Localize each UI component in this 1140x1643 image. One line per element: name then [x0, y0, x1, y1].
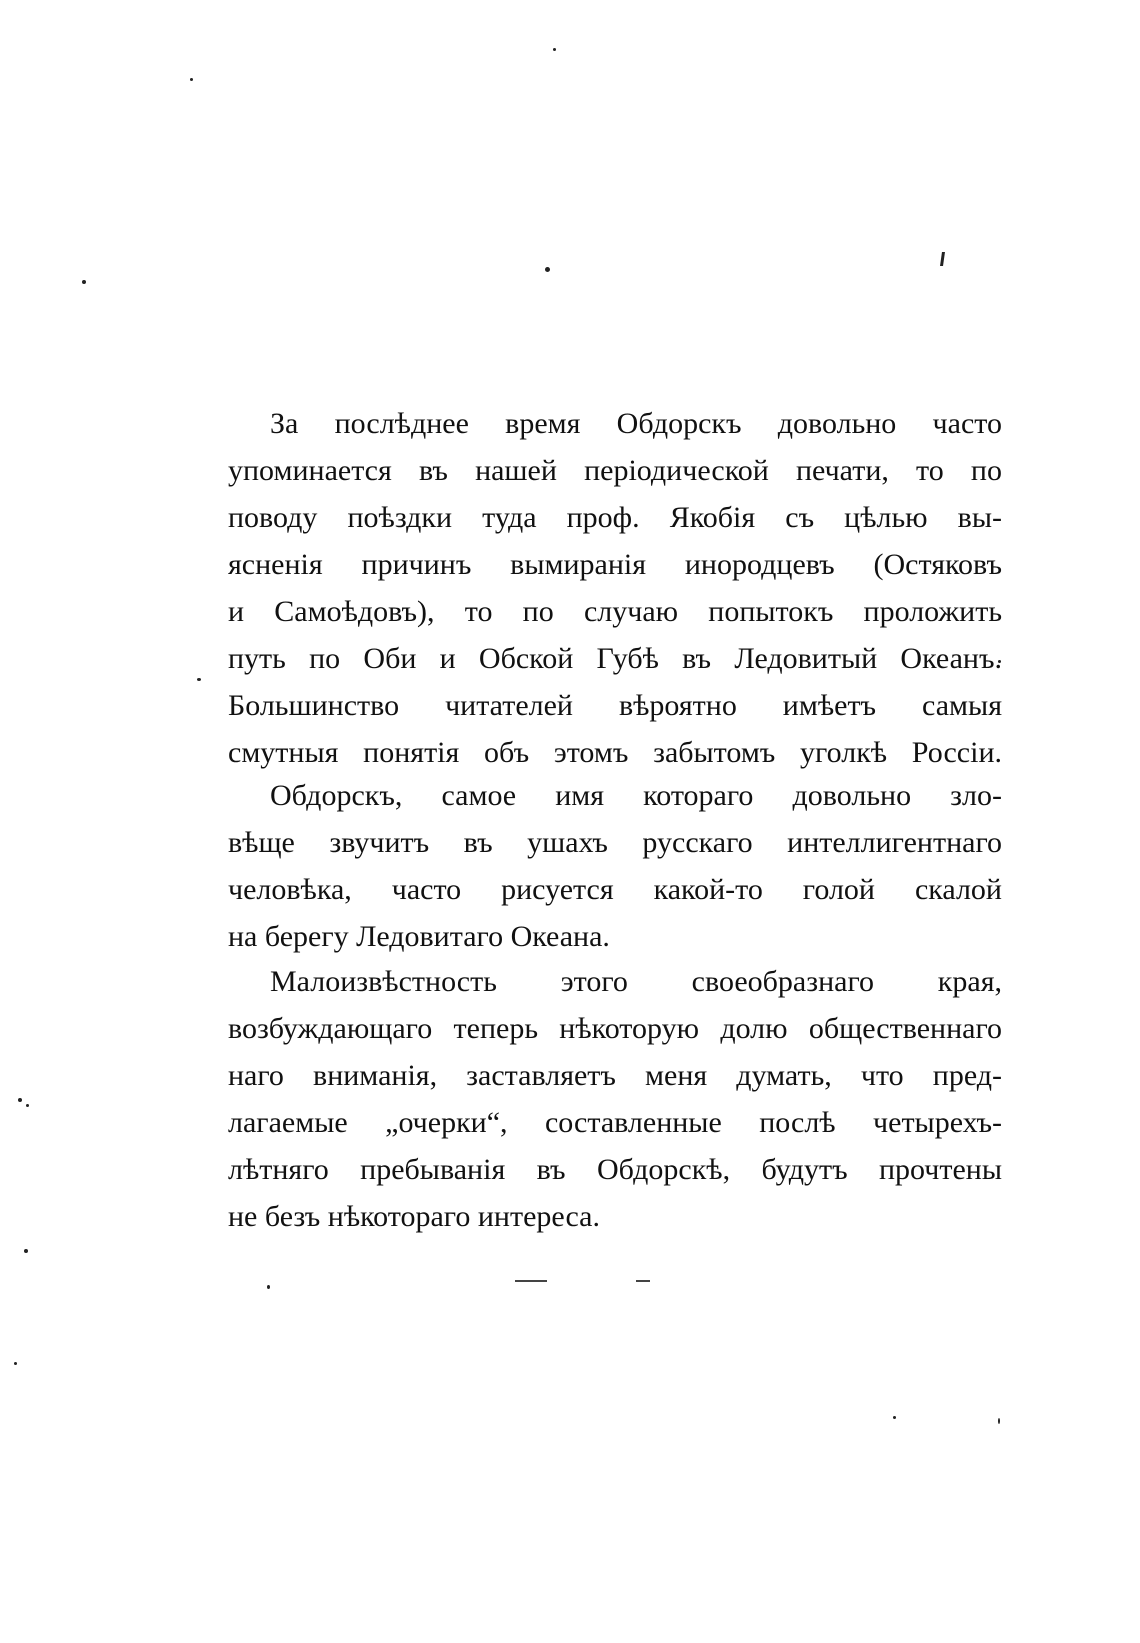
- text-line: лѣтняго пребыванія въ Обдорскѣ, будутъ прочтены: [228, 1153, 1002, 1186]
- scan-mark: [940, 252, 945, 266]
- scan-speck: [26, 1104, 29, 1107]
- scan-speck: [893, 1416, 896, 1419]
- scan-speck: [197, 678, 201, 681]
- scan-speck: [553, 48, 556, 51]
- scan-speck: [998, 1418, 1000, 1424]
- scan-speck: [18, 1098, 22, 1102]
- text-line: наго вниманія, заставляетъ меня думать, что пред-: [228, 1059, 1002, 1092]
- text-line: Малоизвѣстность этого своеобразнаго края,: [270, 965, 1002, 998]
- end-rule: [636, 1280, 650, 1282]
- text-line: на берегу Ледовитаго Океана.: [228, 920, 610, 953]
- text-line: Обдорскъ, самое имя котораго довольно зло-: [270, 779, 1002, 812]
- paragraph-3: [228, 958, 1002, 1240]
- text-line: возбуждающаго теперь нѣкоторую долю общественнаго: [228, 1012, 1002, 1045]
- text-line: смутныя понятія объ этомъ забытомъ уголкѣ Россіи.: [228, 736, 1002, 769]
- scan-speck: [545, 267, 550, 272]
- text-line: поводу поѣздки туда проф. Якобія съ цѣлью вы-: [228, 501, 1002, 534]
- text-line: путь по Оби и Обской Губѣ въ Ледовитый Океанъ.: [228, 642, 1002, 675]
- text-line: ясненія причинъ вымиранія инородцевъ (Остяковъ: [228, 548, 1002, 581]
- scan-speck: [267, 1285, 270, 1289]
- text-line: вѣще звучитъ въ ушахъ русскаго интеллигентнаго: [228, 826, 1002, 859]
- end-rule: [515, 1280, 547, 1282]
- scan-speck: [82, 280, 86, 284]
- paragraph-1: [228, 400, 1002, 776]
- text-line: не безъ нѣкотораго интереса.: [228, 1200, 600, 1233]
- scan-speck: [24, 1249, 28, 1253]
- paragraph-2: [228, 772, 1002, 960]
- text-line: и Самоѣдовъ), то по случаю попытокъ проложить: [228, 595, 1002, 628]
- scan-speck: [190, 78, 193, 81]
- text-line: упоминается въ нашей періодической печати, то по: [228, 454, 1002, 487]
- text-line: Большинство читателей вѣроятно имѣетъ самыя: [228, 689, 1002, 722]
- text-line: человѣка, часто рисуется какой-то голой скалой: [228, 873, 1002, 906]
- scan-speck: [14, 1362, 17, 1365]
- text-line: За послѣднее время Обдорскъ довольно часто: [270, 407, 1002, 440]
- text-line: лагаемые „очерки“, составленные послѣ четырехъ-: [228, 1106, 1002, 1139]
- body-text: [228, 400, 1002, 1240]
